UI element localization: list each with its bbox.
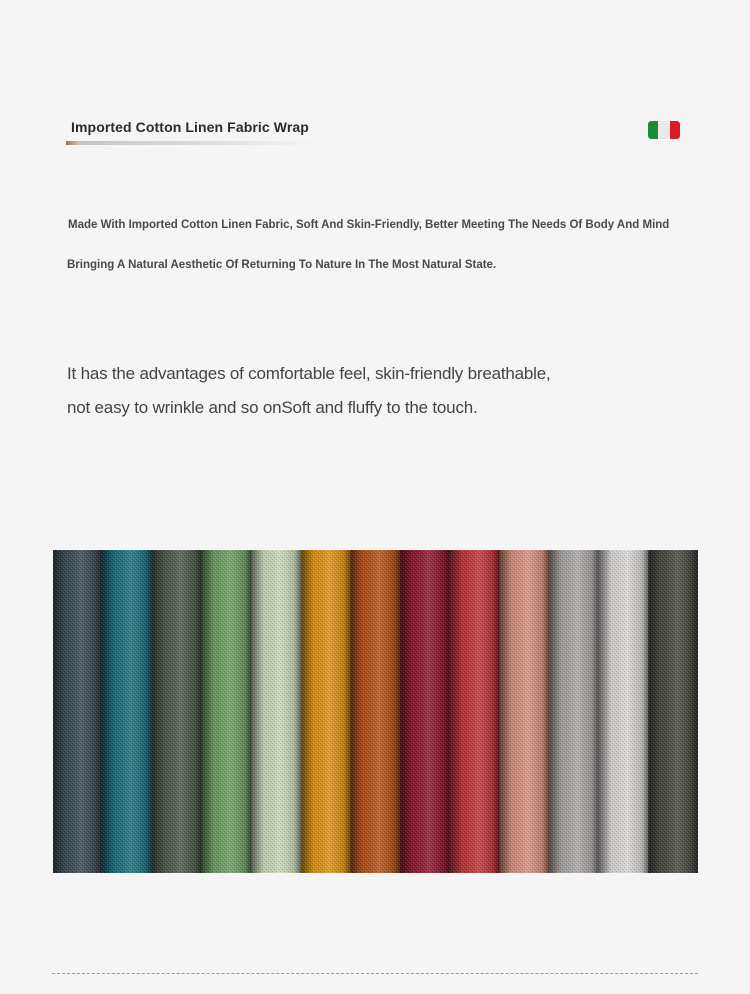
flag-white-stripe bbox=[658, 121, 670, 139]
section-title: Imported Cotton Linen Fabric Wrap bbox=[71, 119, 309, 135]
italy-flag-icon bbox=[648, 121, 680, 139]
advantages-line-1: It has the advantages of comfortable feel, skin-friendly breathable, bbox=[67, 364, 551, 383]
description-line-1: Made With Imported Cotton Linen Fabric, Soft And Skin-Friendly, Better Meeting The Needs Of Body And Mind bbox=[68, 219, 670, 231]
description-line-2: Bringing A Natural Aesthetic Of Returning To Nature In The Most Natural State. bbox=[67, 259, 497, 271]
flag-red-stripe bbox=[670, 121, 680, 139]
fabric-swatches-image bbox=[53, 550, 698, 873]
fabric-swatches-graphic bbox=[53, 550, 698, 873]
flag-green-stripe bbox=[648, 121, 658, 139]
title-underline bbox=[66, 141, 316, 145]
advantages-line-2: not easy to wrinkle and so onSoft and fluffy to the touch. bbox=[67, 398, 478, 417]
dashed-divider bbox=[52, 973, 698, 974]
